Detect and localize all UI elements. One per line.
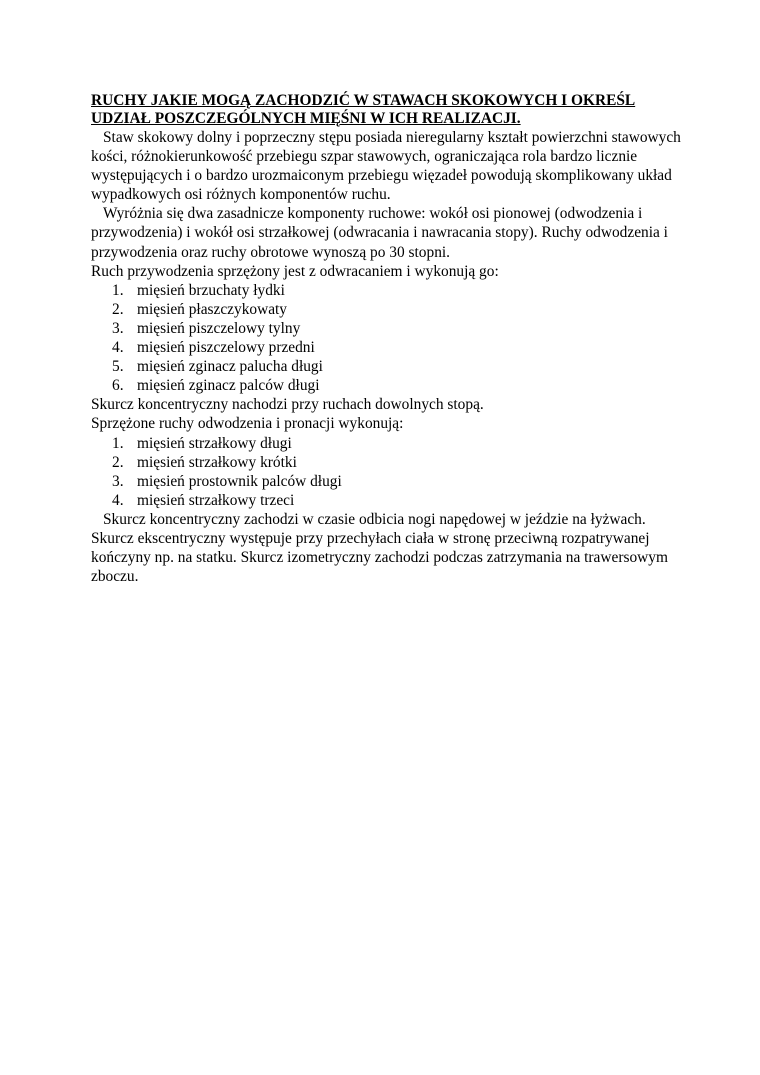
list-item-number: 1. [112,434,124,452]
abduction-muscle-list [91,434,681,510]
paragraph-abduction-intro: Sprzężone ruchy odwodzenia i pronacji wykonują: [91,415,404,433]
list-item-number: 4. [112,491,124,509]
list-item [91,472,681,491]
list-item [91,338,681,357]
list-item-number: 3. [112,472,124,490]
list-item-text: mięsień zginacz palców długi [137,377,320,395]
list-item [91,319,681,338]
list-item-number: 2. [112,300,124,318]
list-item [91,376,681,395]
list-item-number: 3. [112,319,124,337]
list-item-number: 5. [112,358,124,376]
list-item-number: 6. [112,377,124,395]
paragraph-concentric-note: Skurcz koncentryczny nachodzi przy ruchach dowolnych stopą. [91,396,484,414]
paragraph-joint-structure: Staw skokowy dolny i poprzeczny stępu posiada nieregularny kształt powierzchni stawowych kości, różnokierunkowość przebiegu szpar stawowych, ograniczająca rola bardzo licznie występujących i o bardzo urozmaiconym przebiegu więzadeł powodują skomplikowany układ wypadkowych osi różnych komponentów ruchu. [91,129,681,204]
document-body [91,92,681,586]
list-item [91,357,681,376]
list-item-text: mięsień brzuchaty łydki [137,281,285,299]
list-item-number: 1. [112,281,124,299]
list-item-number: 2. [112,453,124,471]
list-item [91,491,681,510]
list-item [91,300,681,319]
list-item-text: mięsień płaszczykowaty [137,300,288,318]
paragraph-contraction-types: Skurcz koncentryczny zachodzi w czasie odbicia nogi napędowej w jeździe na łyżwach. Skurcz ekscentryczny występuje przy przechyłach ciała w stronę przeciwną rozpatrywanej kończyny np. na statku. Skurcz izometryczny zachodzi podczas zatrzymania na trawersowym zboczu. [91,510,668,586]
list-item [91,281,681,300]
adduction-muscle-list [91,281,681,396]
list-item [91,434,681,453]
list-item-text: mięsień piszczelowy tylny [137,319,301,337]
document-title: RUCHY JAKIE MOGĄ ZACHODZIĆ W STAWACH SKOKOWYCH I OKREŚL UDZIAŁ POSZCZEGÓLNYCH MIĘŚNI W ICH REALIZACJI. [91,92,636,127]
list-item-text: mięsień strzałkowy krótki [137,453,297,471]
list-item [91,453,681,472]
list-item-number: 4. [112,339,124,357]
list-item-text: mięsień zginacz palucha długi [137,358,323,376]
list-item-text: mięsień piszczelowy przedni [137,339,315,357]
paragraph-adduction-intro: Ruch przywodzenia sprzężony jest z odwracaniem i wykonują go: [91,262,499,280]
list-item-text: mięsień prostownik palców długi [137,472,342,490]
paragraph-movement-components: Wyróżnia się dwa zasadnicze komponenty ruchowe: wokół osi pionowej (odwodzenia i przywodzenia) i wokół osi strzałkowej (odwracania i nawracania stopy). Ruchy odwodzenia i przywodzenia oraz ruchy obrotowe wynoszą po 30 stopni. [91,205,668,261]
list-item-text: mięsień strzałkowy trzeci [137,491,295,509]
list-item-text: mięsień strzałkowy długi [137,434,292,452]
